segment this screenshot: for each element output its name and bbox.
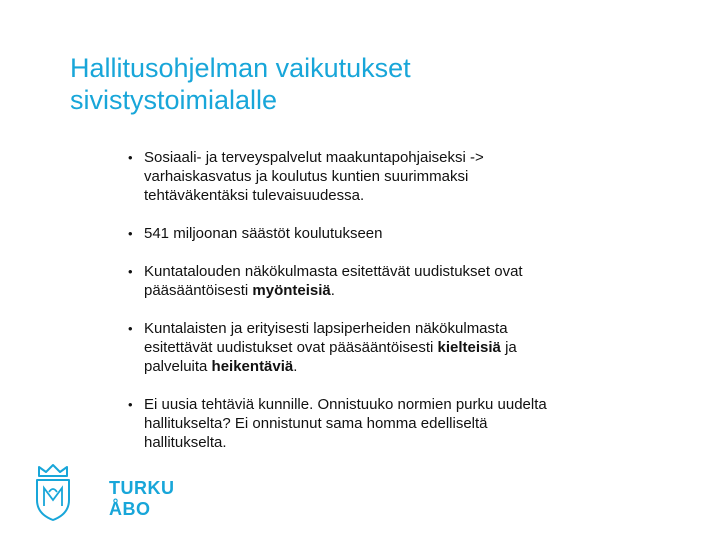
bullet-text: hallitukselta. (144, 434, 227, 451)
bullet-item (128, 319, 628, 376)
bullet-text: varhaiskasvatus ja koulutus kuntien suurimmaksi (144, 168, 469, 185)
bullet-text: tehtäväkentäksi tulevaisuudessa. (144, 187, 365, 204)
turku-logo (33, 462, 175, 522)
bullet-text-line (144, 357, 628, 376)
bullet-text: . (293, 358, 298, 375)
bullet-text: • 541 miljoonan säästöt koulutukseen (144, 225, 383, 242)
emphasis-text: kielteisiä (437, 339, 501, 356)
emphasis-text: heikentäviä (211, 358, 294, 375)
bullet-item (128, 224, 628, 243)
bullet-text: hallitukselta? Ei onnistunut sama homma edelliseltä (144, 415, 488, 432)
bullet-item (128, 395, 628, 452)
bullet-text-line (144, 281, 628, 300)
bullet-item (128, 262, 628, 300)
bullet-text: • Ei uusia tehtäviä kunnille. Onnistuuko normien purku uudelta (144, 396, 547, 413)
bullet-text: palveluita (144, 358, 212, 375)
bullet-text-line (144, 338, 628, 357)
bullet-list (128, 148, 628, 471)
bullet-text: • Kuntatalouden näkökulmasta esitettävät uudistukset ovat (144, 263, 523, 280)
bullet-item (128, 148, 628, 205)
logo-word-turku: TURKU (109, 478, 175, 498)
bullet-text: • Sosiaali- ja terveyspalvelut maakuntapohjaiseksi -> (144, 149, 484, 166)
city-crest-icon (33, 462, 73, 522)
slide-title-line-1: Hallitusohjelman vaikutukset (70, 53, 411, 83)
emphasis-text: myönteisiä (252, 282, 331, 299)
logo-word-abo: ÅBO (109, 499, 151, 519)
bullet-text: • Kuntalaisten ja erityisesti lapsiperheiden näkökulmasta (144, 320, 508, 337)
slide-title-line-2: sivistystoimialalle (70, 85, 278, 115)
bullet-text: pääsääntöisesti (144, 282, 253, 299)
slide-title (70, 52, 670, 116)
bullet-text: . (330, 282, 335, 299)
bullet-text: ja (500, 339, 517, 356)
bullet-text: esitettävät uudistukset ovat pääsääntöisesti (144, 339, 438, 356)
